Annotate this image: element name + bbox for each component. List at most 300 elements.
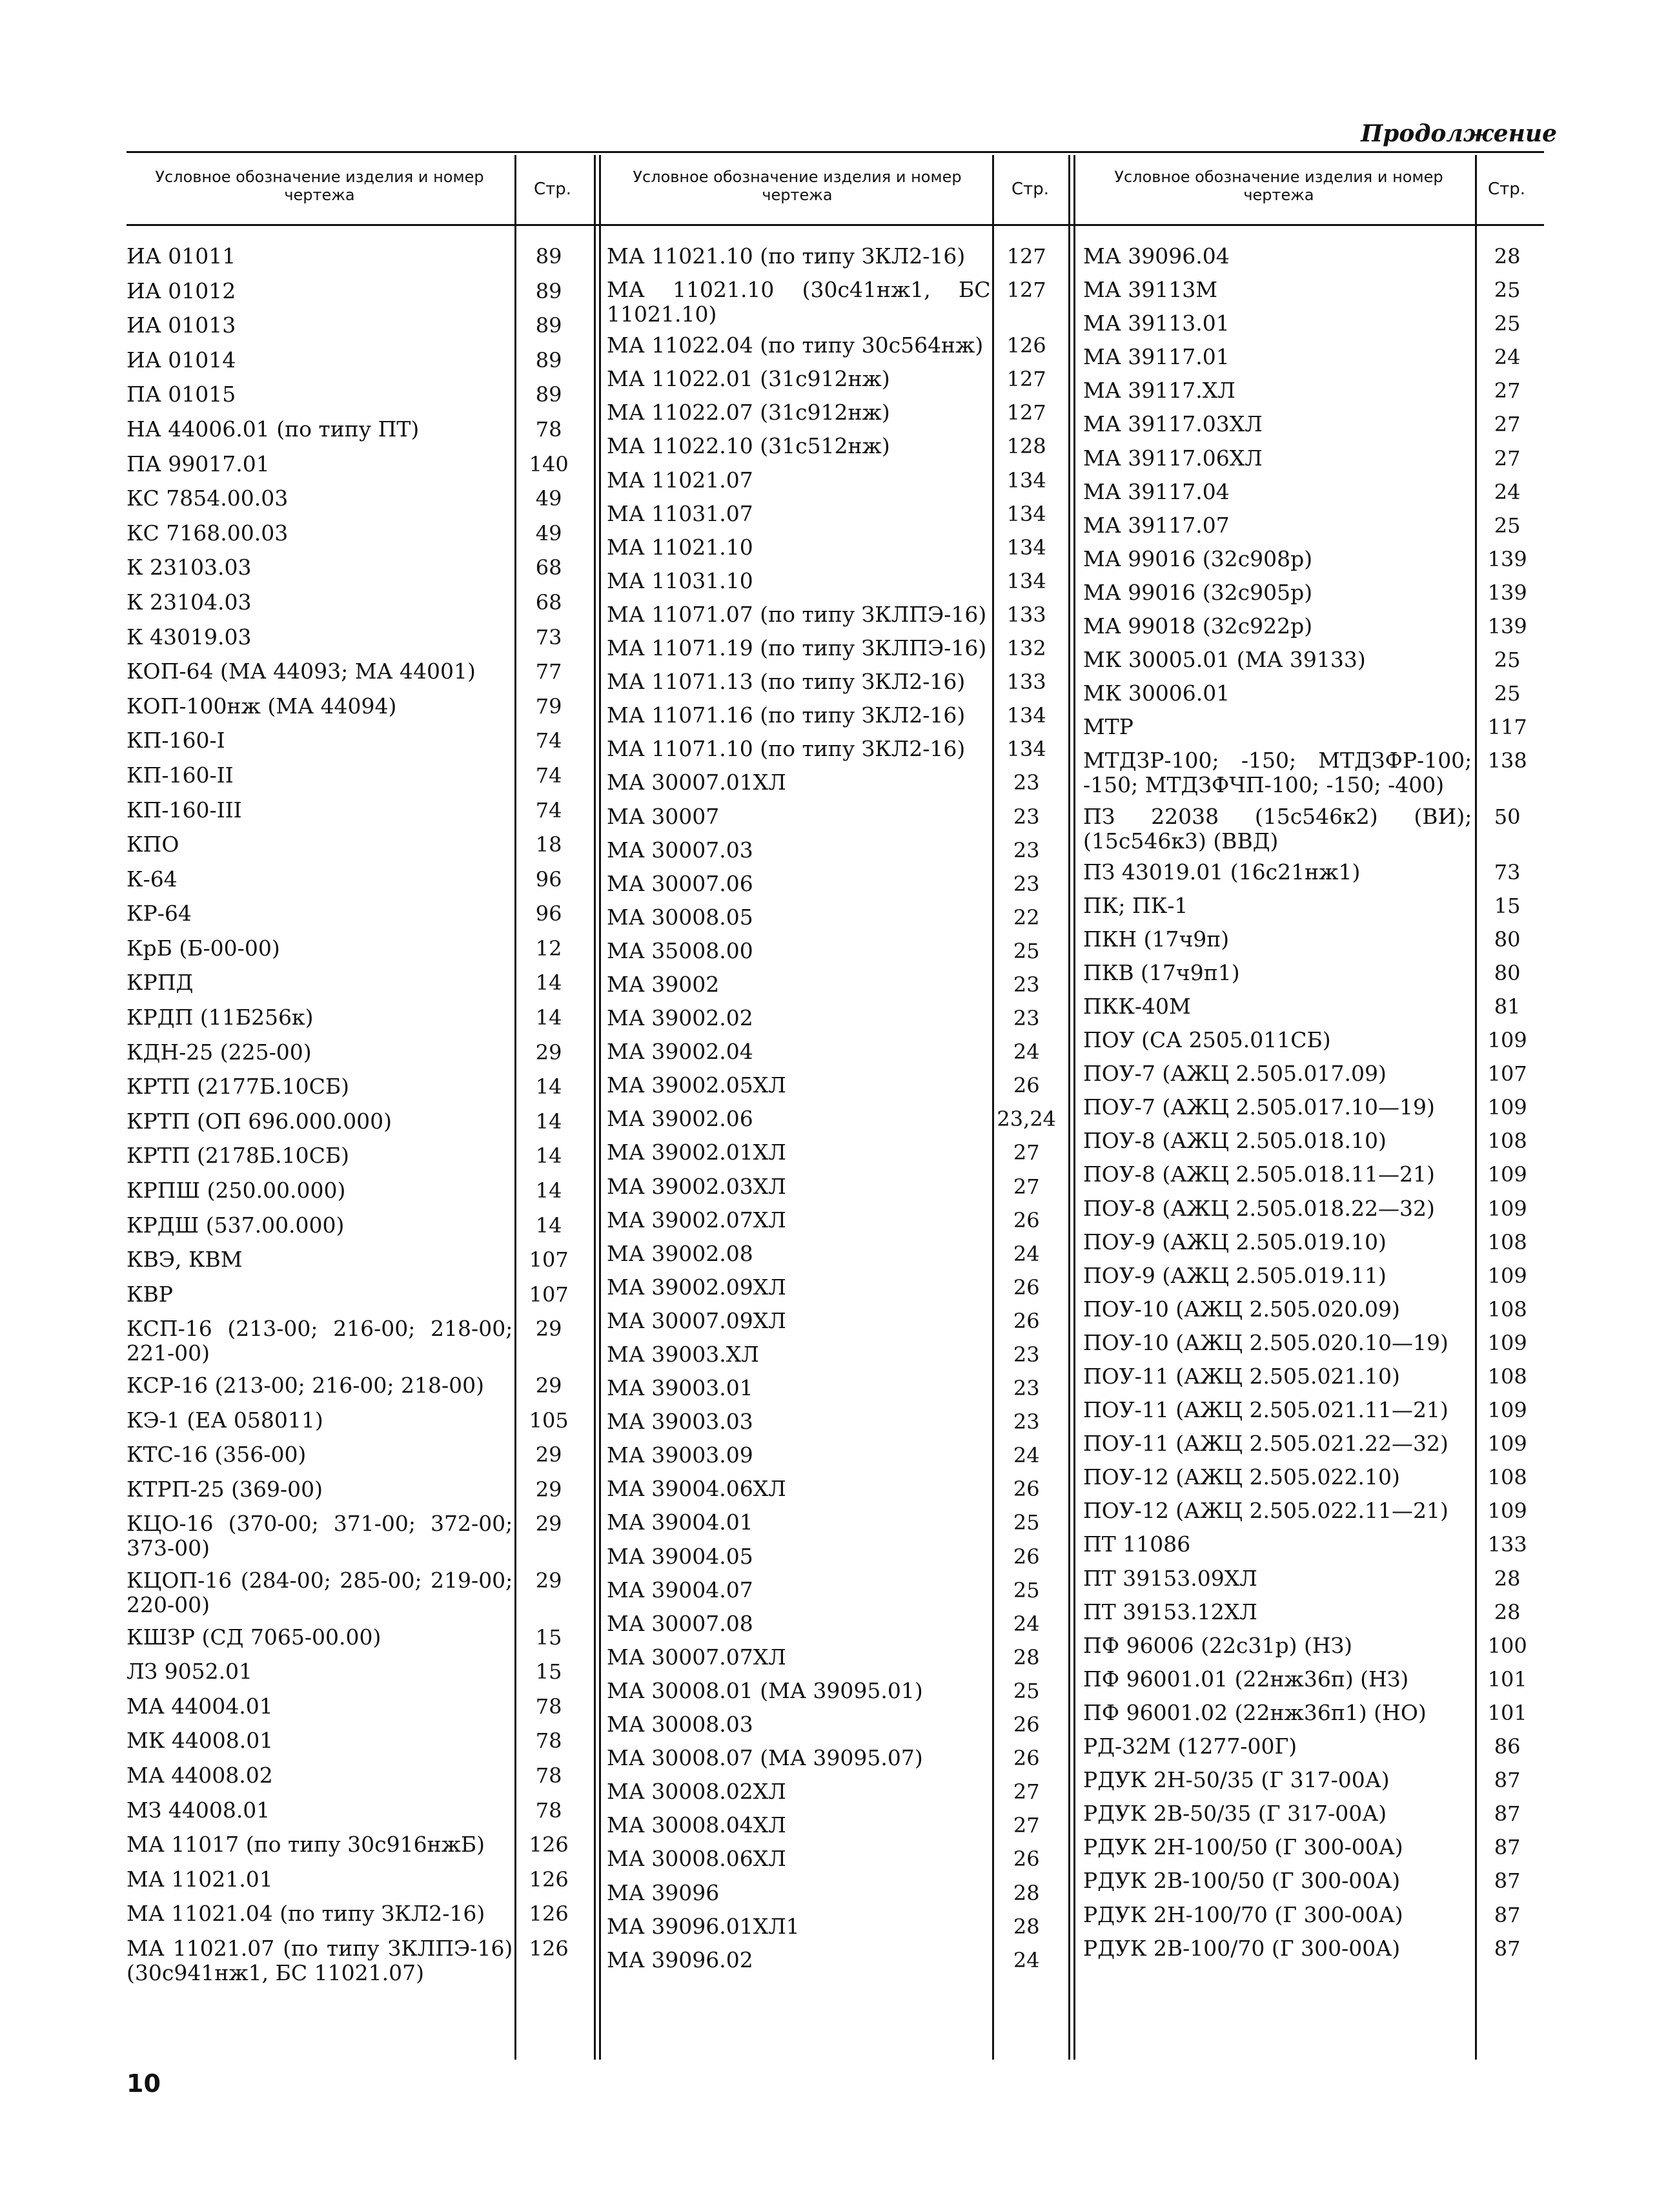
item-designation: МА 39003.ХЛ: [607, 1342, 759, 1367]
index-row: [127, 555, 585, 580]
item-designation: РДУК 2В-100/50 (Г 300-00А): [1083, 1868, 1401, 1894]
index-row: [127, 452, 585, 476]
item-designation: МА 39002.02: [607, 1005, 753, 1031]
item-designation: МА 11017 (по типу 30с916нжБ): [127, 1832, 485, 1858]
item-designation: МА 39113.01: [1083, 311, 1230, 336]
continuation-label: Продолжение: [1361, 120, 1557, 147]
item-designation: НА 44006.01 (по типу ПТ): [127, 416, 420, 442]
item-designation: МА 11021.10: [607, 534, 753, 560]
item-designation: МА 39003.01: [607, 1375, 753, 1401]
item-page: 109: [1487, 1330, 1527, 1355]
item-designation: ИА 01011: [127, 243, 236, 269]
index-row: [127, 1373, 585, 1398]
item-designation: ПОУ-8 (АЖЦ 2.505.018.11—21): [1083, 1162, 1435, 1187]
item-page: 134: [1006, 703, 1046, 728]
index-row: [1083, 1903, 1543, 1927]
item-page: 24: [1494, 479, 1521, 504]
index-row: [127, 1568, 585, 1617]
index-row: [607, 1679, 1062, 1703]
item-designation: КРТП (2178Б.10СБ): [127, 1143, 349, 1169]
index-row: [607, 1275, 1062, 1300]
item-page: 80: [1494, 927, 1521, 952]
index-row: [127, 1694, 585, 1719]
item-designation: МА 30008.05: [607, 904, 753, 930]
item-designation: РДУК 2Н-50/35 (Г 317-00А): [1083, 1767, 1390, 1793]
item-designation: КрБ (Б-00-00): [127, 935, 280, 961]
item-designation: МК 30006.01: [1083, 681, 1230, 706]
index-row: [607, 972, 1062, 997]
index-row: [1083, 1633, 1543, 1658]
item-page: 109: [1487, 1263, 1527, 1288]
index-row: [127, 348, 585, 373]
item-designation: МА 39113М: [1083, 277, 1218, 303]
index-row: [607, 1342, 1062, 1367]
item-designation: КП-160-III: [127, 797, 242, 823]
index-row: [1083, 961, 1543, 985]
index-row: [127, 1901, 585, 1926]
index-row: [1083, 378, 1543, 403]
item-page: 68: [535, 589, 562, 615]
index-row: [127, 590, 585, 615]
item-designation: МА 11022.10 (31с512нж): [607, 433, 890, 459]
item-page: 89: [535, 244, 562, 269]
index-row: [127, 798, 585, 823]
index-row: [607, 872, 1062, 896]
header-designation-1: Условное обозначение изделия и номер чертежа: [155, 168, 484, 204]
item-page: 26: [1013, 1544, 1040, 1569]
index-row: [127, 1798, 585, 1823]
index-row: [127, 970, 585, 995]
item-page: 24: [1013, 1947, 1040, 1972]
item-page: 86: [1494, 1734, 1521, 1759]
item-designation: МА 39004.07: [607, 1577, 753, 1603]
item-designation: КВР: [127, 1281, 173, 1307]
index-row: [607, 1443, 1062, 1468]
index-row: [607, 1309, 1062, 1333]
index-row: [127, 625, 585, 650]
item-designation: КП-160-II: [127, 762, 234, 788]
item-page: 14: [535, 1074, 562, 1100]
index-row: [127, 1625, 585, 1650]
index-row: [127, 521, 585, 546]
index-row: [1083, 1869, 1543, 1893]
item-designation: КРДП (11Б256к): [127, 1005, 314, 1030]
item-page: 107: [529, 1247, 569, 1273]
item-designation: МА 30007.01ХЛ: [607, 770, 786, 795]
index-row: [127, 1005, 585, 1030]
item-page: 74: [535, 728, 562, 753]
index-row: [607, 244, 1062, 269]
item-designation: МА 11071.10 (по типу ЗКЛ2-16): [607, 736, 966, 762]
item-designation: КЦО-16 (370-00; 371-00; 372-00; 373-00): [127, 1511, 513, 1561]
item-designation: МА 30008.06ХЛ: [607, 1846, 786, 1872]
header-page-1: Стр.: [533, 179, 572, 199]
item-page: 68: [535, 555, 562, 580]
item-page: 78: [535, 1728, 562, 1754]
item-designation: МА 11071.13 (по типу ЗКЛ2-16): [607, 669, 966, 695]
index-row: [127, 1763, 585, 1788]
item-designation: К 23104.03: [127, 589, 252, 615]
item-designation: ПОУ-11 (АЖЦ 2.505.021.22—32): [1083, 1431, 1448, 1457]
item-page: 49: [535, 520, 562, 546]
item-page: 26: [1013, 1746, 1040, 1771]
index-row: [607, 1813, 1062, 1838]
item-page: 140: [529, 451, 569, 476]
index-row: [1083, 860, 1543, 885]
item-designation: ПФ 96001.02 (22нж36п1) (НО): [1083, 1699, 1427, 1725]
item-page: 96: [535, 901, 562, 927]
item-designation: МК 30005.01 (МА 39133): [1083, 647, 1366, 673]
item-designation: МА 11022.04 (по типу 30с564нж): [607, 333, 984, 358]
column-double-divider: [599, 155, 601, 2060]
item-page: 25: [1013, 1510, 1040, 1535]
item-page: 96: [535, 866, 562, 892]
index-row: [607, 1073, 1062, 1098]
index-row: [127, 1040, 585, 1065]
item-page: 29: [535, 1568, 562, 1593]
index-row: [1083, 1499, 1543, 1523]
index-row: [1083, 994, 1543, 1019]
item-designation: ПКК-40М: [1083, 993, 1191, 1019]
index-row: [127, 1178, 585, 1203]
index-row: [607, 1612, 1062, 1636]
item-designation: МА 39117.07: [1083, 512, 1230, 538]
item-designation: МА 30008.07 (МА 39095.07): [607, 1745, 923, 1771]
index-row: [607, 770, 1062, 795]
index-row: [607, 1510, 1062, 1535]
item-page: 134: [1006, 535, 1046, 560]
item-designation: ПКН (17ч9п): [1083, 926, 1230, 952]
item-page: 126: [529, 1867, 569, 1892]
item-designation: МТДЗР-100; -150; МТДЗФР-100; -150; МТДЗФЧП-100; -150; -400): [1083, 748, 1472, 798]
item-page: 14: [535, 1178, 562, 1203]
item-page: 24: [1013, 1039, 1040, 1065]
index-row: [127, 1728, 585, 1753]
item-designation: РД-32М (1277-00Г): [1083, 1734, 1297, 1759]
index-row: [607, 1914, 1062, 1939]
item-page: 23: [1013, 770, 1040, 795]
index-row: [127, 313, 585, 338]
index-row: [607, 1881, 1062, 1905]
item-designation: МА 99016 (32с905р): [1083, 579, 1313, 605]
item-page: 134: [1006, 501, 1046, 526]
index-row: [1083, 412, 1543, 436]
item-page: 108: [1487, 1129, 1527, 1154]
index-row: [607, 1242, 1062, 1266]
item-designation: К 43019.03: [127, 624, 252, 650]
item-designation: КС 7168.00.03: [127, 520, 289, 546]
item-designation: МА 39002: [607, 971, 720, 997]
item-page: 26: [1013, 1275, 1040, 1300]
page-number: 10: [127, 2069, 161, 2098]
index-row: [127, 1477, 585, 1502]
index-row: [607, 434, 1062, 458]
index-row: [1083, 1061, 1543, 1086]
index-row: [1083, 480, 1543, 504]
item-designation: МА 39002.06: [607, 1106, 753, 1132]
index-row: [1083, 1398, 1543, 1422]
item-designation: КРПШ (250.00.000): [127, 1178, 346, 1203]
item-page: 101: [1487, 1666, 1527, 1692]
index-row: [1083, 1835, 1543, 1859]
item-designation: ПОУ-10 (АЖЦ 2.505.020.10—19): [1083, 1329, 1448, 1355]
item-page: 134: [1006, 737, 1046, 762]
header-page-2: Стр.: [1011, 179, 1050, 199]
index-row: [127, 1659, 585, 1684]
item-designation: КП-160-I: [127, 728, 225, 753]
top-rule: [127, 151, 1544, 153]
item-page: 89: [535, 278, 562, 303]
item-designation: КРТП (2177Б.10СБ): [127, 1074, 349, 1100]
item-designation: КВЭ, КВМ: [127, 1247, 243, 1273]
item-page: 14: [535, 1005, 562, 1030]
item-page: 24: [1494, 345, 1521, 370]
item-page: 29: [535, 1442, 562, 1468]
index-row: [607, 1006, 1062, 1030]
index-row: [607, 905, 1062, 930]
index-row: [1083, 1264, 1543, 1288]
index-row: [1083, 1465, 1543, 1490]
item-page: 87: [1494, 1869, 1521, 1894]
index-row: [1083, 1162, 1543, 1187]
item-designation: КОП-64 (МА 44093; МА 44001): [127, 659, 476, 684]
index-row: [1083, 1768, 1543, 1792]
item-page: 18: [535, 832, 562, 857]
item-designation: ПТ 39153.09ХЛ: [1083, 1565, 1257, 1591]
item-page: 22: [1013, 905, 1040, 930]
item-designation: МК 44008.01: [127, 1728, 274, 1754]
item-designation: КШЗР (СД 7065-00.00): [127, 1624, 381, 1650]
item-designation: КДН-25 (225-00): [127, 1039, 312, 1065]
item-page: 127: [1006, 367, 1046, 392]
header-designation-3: Условное обозначение изделия и номер чертежа: [1114, 168, 1443, 204]
item-designation: МА 99016 (32с908р): [1083, 546, 1313, 571]
item-page: 133: [1006, 670, 1046, 695]
item-page: 28: [1013, 1914, 1040, 1939]
item-designation: ПА 01015: [127, 382, 236, 407]
item-designation: КСП-16 (213-00; 216-00; 218-00; 221-00): [127, 1316, 513, 1366]
index-row: [607, 367, 1062, 391]
item-page: 108: [1487, 1364, 1527, 1389]
item-designation: МА 11071.16 (по типу ЗКЛ2-16): [607, 702, 966, 728]
item-page: 27: [1013, 1779, 1040, 1805]
item-page: 15: [535, 1659, 562, 1685]
index-row: [127, 1282, 585, 1307]
item-designation: МА 11021.10 (по типу ЗКЛ2-16): [607, 243, 966, 269]
item-designation: МА 11021.10 (30с41нж1, БС 11021.10): [607, 277, 991, 327]
item-page: 87: [1494, 1801, 1521, 1827]
item-page: 78: [535, 1694, 562, 1719]
item-designation: МА 30007.08: [607, 1610, 753, 1636]
item-page: 133: [1006, 602, 1046, 627]
item-page: 138: [1487, 748, 1527, 773]
item-page: 27: [1494, 378, 1521, 404]
item-page: 14: [535, 1143, 562, 1169]
item-page: 108: [1487, 1229, 1527, 1254]
index-row: [1083, 1364, 1543, 1389]
item-designation: МА 30008.01 (МА 39095.01): [607, 1677, 923, 1703]
index-row: [127, 1511, 585, 1561]
item-page: 29: [535, 1477, 562, 1502]
item-page: 108: [1487, 1465, 1527, 1490]
index-row: [127, 1408, 585, 1433]
index-row: [607, 1712, 1062, 1737]
item-page: 128: [1006, 434, 1046, 459]
index-row: [1083, 927, 1543, 952]
item-page: 74: [535, 763, 562, 788]
item-designation: МА 30007.03: [607, 837, 753, 863]
item-page: 23: [1013, 837, 1040, 863]
item-designation: МА 39003.03: [607, 1409, 753, 1435]
item-designation: ЛЗ 9052.01: [127, 1659, 253, 1685]
index-row: [127, 1316, 585, 1366]
item-designation: МА 39096.02: [607, 1947, 753, 1972]
item-designation: МА 39002.08: [607, 1240, 753, 1266]
item-page: 23: [1013, 1006, 1040, 1031]
index-row: [1083, 894, 1543, 918]
item-page: 12: [535, 936, 562, 961]
index-row: [1083, 681, 1543, 706]
index-row: [607, 1039, 1062, 1064]
item-page: 73: [535, 624, 562, 650]
item-designation: КПО: [127, 832, 179, 857]
item-designation: МА 11021.07: [607, 467, 753, 493]
item-designation: КРДШ (537.00.000): [127, 1212, 345, 1238]
index-row: [607, 535, 1062, 560]
item-page: 89: [535, 347, 562, 373]
item-designation: МА 30007.06: [607, 870, 753, 896]
index-row: [127, 1867, 585, 1892]
index-row: [607, 1645, 1062, 1670]
item-designation: ПТ 11086: [1083, 1531, 1191, 1557]
item-page: 105: [529, 1408, 569, 1433]
index-row: [127, 1109, 585, 1134]
item-page: 15: [1494, 893, 1521, 918]
item-page: 109: [1487, 1162, 1527, 1187]
index-row: [607, 1140, 1062, 1165]
index-row: [607, 468, 1062, 493]
index-row: [607, 1107, 1062, 1131]
item-page: 50: [1494, 804, 1521, 829]
item-page: 134: [1006, 467, 1046, 493]
item-page: 109: [1487, 1196, 1527, 1221]
item-designation: ИА 01012: [127, 278, 236, 303]
index-row: [1083, 547, 1543, 571]
index-row: [607, 569, 1062, 593]
item-page: 26: [1013, 1073, 1040, 1098]
index-row: [607, 1477, 1062, 1501]
item-designation: МА 11022.07 (31с912нж): [607, 400, 890, 425]
item-page: 139: [1487, 580, 1527, 605]
item-page: 80: [1494, 960, 1521, 985]
item-page: 126: [529, 1832, 569, 1858]
item-page: 23: [1013, 1409, 1040, 1435]
index-row: [127, 763, 585, 788]
item-page: 14: [535, 1213, 562, 1238]
index-row: [607, 1544, 1062, 1569]
index-row: [127, 832, 585, 857]
index-row: [607, 670, 1062, 694]
item-designation: ПОУ-7 (АЖЦ 2.505.017.10—19): [1083, 1094, 1435, 1120]
index-row: [607, 602, 1062, 627]
item-designation: МА 11031.07: [607, 500, 753, 526]
item-page: 109: [1487, 1431, 1527, 1457]
item-designation: К-64: [127, 866, 178, 892]
item-designation: ПЗ 43019.01 (16с21нж1): [1083, 859, 1361, 885]
index-row: [607, 1409, 1062, 1434]
item-designation: МА 39117.ХЛ: [1083, 378, 1235, 404]
header-page-3: Стр.: [1487, 179, 1526, 199]
item-page: 25: [1494, 681, 1521, 706]
item-designation: МА 11021.07 (по типу ЗКЛПЭ-16) (30с941нж1, БС 11021.07): [127, 1935, 513, 1985]
index-row: [127, 382, 585, 407]
index-row: [1083, 580, 1543, 605]
item-designation: ПОУ-7 (АЖЦ 2.505.017.09): [1083, 1061, 1387, 1087]
item-designation: МА 99018 (32с922р): [1083, 613, 1313, 639]
item-designation: МА 39002.09ХЛ: [607, 1274, 786, 1300]
item-designation: МА 39002.01ХЛ: [607, 1140, 786, 1165]
item-designation: МА 39096: [607, 1879, 720, 1905]
index-row: [607, 804, 1062, 829]
item-page: 23: [1013, 1376, 1040, 1401]
item-page: 107: [1487, 1061, 1527, 1087]
item-page: 89: [535, 382, 562, 407]
item-designation: КСР-16 (213-00; 216-00; 218-00): [127, 1373, 484, 1398]
item-designation: МА 39002.03ХЛ: [607, 1173, 786, 1199]
item-designation: ПОУ-12 (АЖЦ 2.505.022.10): [1083, 1464, 1400, 1490]
index-row: [127, 1074, 585, 1099]
item-page: 14: [535, 1109, 562, 1134]
index-row: [1083, 1028, 1543, 1052]
index-row: [127, 867, 585, 892]
item-page: 28: [1013, 1880, 1040, 1905]
index-row: [607, 636, 1062, 661]
index-row: [1083, 1129, 1543, 1153]
item-designation: МА 11021.04 (по типу ЗКЛ2-16): [127, 1901, 485, 1927]
item-page: 126: [529, 1936, 569, 1961]
item-page: 25: [1013, 1577, 1040, 1603]
index-row: [127, 1936, 585, 1985]
item-designation: ПОУ-9 (АЖЦ 2.505.019.10): [1083, 1229, 1387, 1254]
item-page: 14: [535, 970, 562, 996]
index-row: [607, 502, 1062, 526]
item-page: 29: [535, 1316, 562, 1342]
column-double-divider: [1068, 155, 1070, 2060]
item-page: 26: [1013, 1308, 1040, 1333]
item-page: 26: [1013, 1207, 1040, 1233]
item-designation: ПОУ-11 (АЖЦ 2.505.021.10): [1083, 1364, 1400, 1389]
item-page: 26: [1013, 1712, 1040, 1737]
item-page: 24: [1013, 1611, 1040, 1636]
index-row: [1083, 311, 1543, 336]
item-designation: ПОУ-9 (АЖЦ 2.505.019.11): [1083, 1262, 1387, 1288]
index-row: [127, 1832, 585, 1857]
item-designation: ПК; ПК-1: [1083, 892, 1188, 918]
index-row: [1083, 1566, 1543, 1591]
index-row: [127, 936, 585, 961]
item-page: 27: [1013, 1813, 1040, 1838]
item-page: 28: [1494, 244, 1521, 269]
index-row: [1083, 1734, 1543, 1759]
index-row: [127, 279, 585, 303]
item-designation: РДУК 2Н-100/70 (Г 300-00А): [1083, 1901, 1403, 1927]
item-designation: МА 39002.05ХЛ: [607, 1072, 786, 1098]
index-row: [1083, 1532, 1543, 1557]
item-designation: МА 30007: [607, 803, 720, 829]
index-row: [1083, 804, 1543, 854]
item-designation: ПОУ-10 (АЖЦ 2.505.020.09): [1083, 1296, 1400, 1322]
index-row: [127, 417, 585, 442]
